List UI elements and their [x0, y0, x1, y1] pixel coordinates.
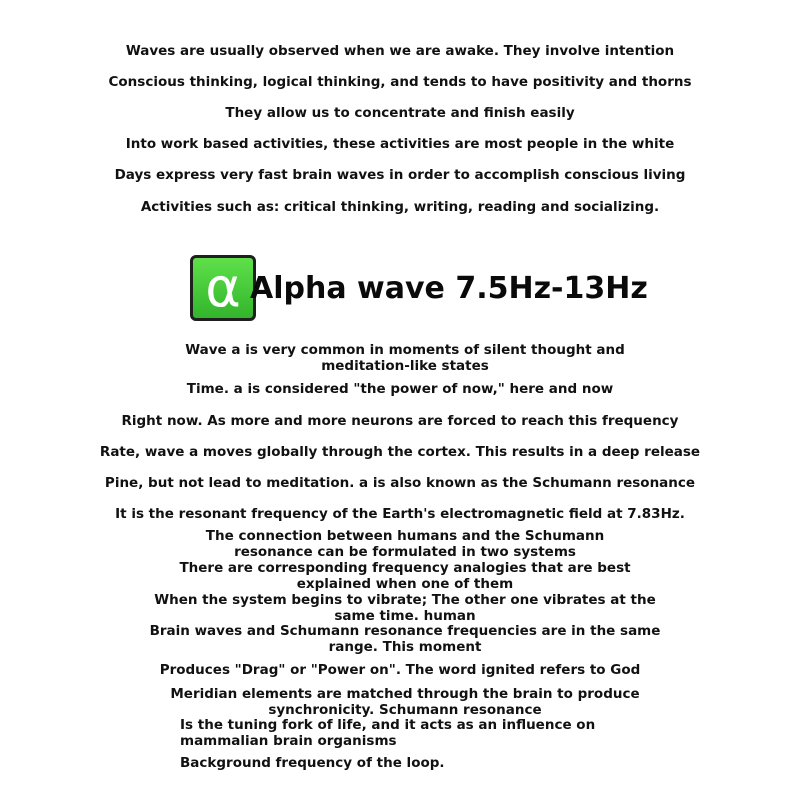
body-line-9: When the system begins to vibrate; The other one vibrates at the same time. human — [154, 592, 656, 624]
body-line-3: Right now. As more and more neurons are forced to reach this frequency — [121, 413, 679, 429]
body-line-5: Pine, but not lead to meditation. a is also known as the Schumann resonance — [104, 475, 696, 491]
intro-line-3: They allow us to concentrate and finish easily — [225, 105, 575, 121]
intro-line-6: Activities such as: critical thinking, writing, reading and socializing. — [140, 199, 660, 215]
body-line-10: Brain waves and Schumann resonance frequencies are in the same range. This moment — [149, 623, 661, 655]
body-line-11: Produces "Drag" or "Power on". The word ignited refers to God — [159, 662, 641, 678]
intro-line-1: Waves are usually observed when we are awake. They involve intention — [125, 43, 675, 59]
body-line-6: It is the resonant frequency of the Earth's electromagnetic field at 7.83Hz. — [115, 506, 685, 522]
alpha-symbol-icon — [190, 255, 256, 321]
body-line-1: Wave a is very common in moments of silent thought and meditation-like states — [185, 342, 625, 374]
intro-line-4: Into work based activities, these activities are most people in the white — [125, 136, 675, 152]
body-line-8: There are corresponding frequency analogies that are best explained when one of them — [179, 560, 631, 592]
heading-title: Alpha wave 7.5Hz-13Hz — [250, 270, 648, 306]
intro-line-5: Days express very fast brain waves in order to accomplish conscious living — [114, 167, 686, 183]
body-line-7: The connection between humans and the Schumann resonance can be formulated in two systems — [205, 528, 605, 560]
section-heading — [190, 252, 648, 324]
body-line-14: Background frequency of the loop. — [180, 755, 445, 771]
body-line-4: Rate, wave a moves globally through the cortex. This results in a deep release — [99, 444, 701, 460]
alpha-symbol: α — [205, 256, 241, 319]
intro-line-2: Conscious thinking, logical thinking, and tends to have positivity and thorns — [108, 74, 692, 90]
body-line-2: Time. a is considered "the power of now," here and now — [186, 381, 614, 397]
body-line-13: Is the tuning fork of life, and it acts as an influence on mammalian brain organisms — [180, 717, 596, 749]
body-line-12: Meridian elements are matched through the brain to produce synchronicity. Schumann resonance — [170, 686, 640, 718]
